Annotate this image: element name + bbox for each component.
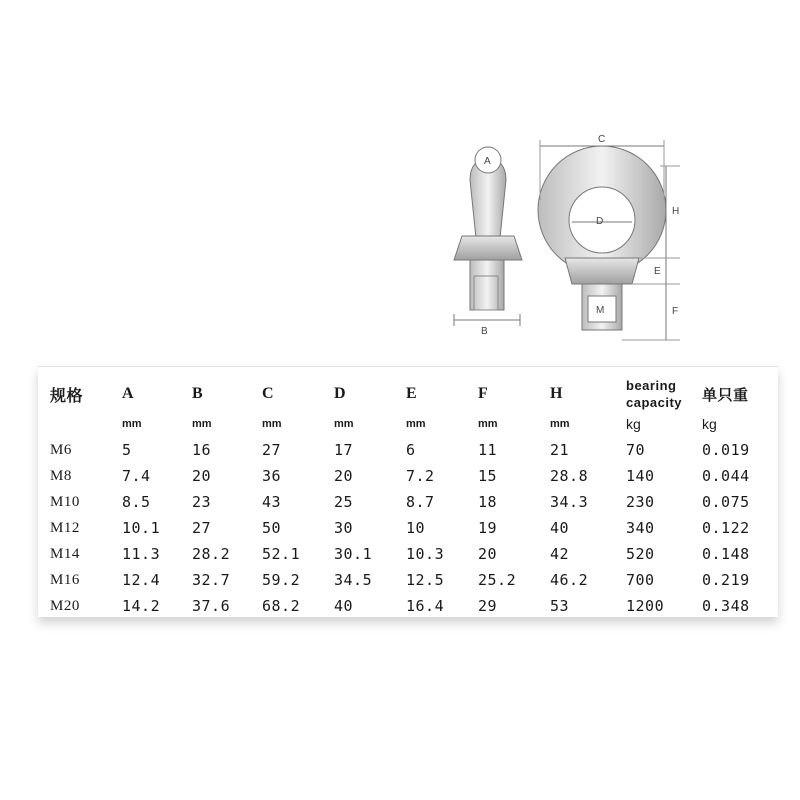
header-D: D	[334, 385, 347, 402]
cell-D: 30.1	[334, 545, 373, 563]
cell-bearing: 700	[626, 571, 655, 589]
cell-D: 20	[334, 467, 354, 485]
cell-weight: 0.019	[702, 441, 750, 459]
table-row	[50, 593, 772, 619]
cell-bearing: 140	[626, 467, 655, 485]
cell-weight: 0.122	[702, 519, 750, 537]
table-row	[50, 437, 772, 463]
cell-D: 25	[334, 493, 354, 511]
cell-H: 40	[550, 519, 570, 537]
header-A: A	[122, 385, 135, 402]
spec-table	[50, 377, 772, 619]
cell-H: 46.2	[550, 571, 589, 589]
cell-D: 30	[334, 519, 354, 537]
label-A: A	[484, 156, 491, 167]
header-F: F	[478, 385, 489, 402]
cell-F: 15	[478, 467, 498, 485]
cell-H: 21	[550, 441, 570, 459]
table-row	[50, 515, 772, 541]
label-F: F	[672, 306, 679, 317]
cell-B: 37.6	[192, 597, 231, 615]
table-body	[50, 437, 772, 619]
cell-spec: M14	[50, 545, 80, 562]
cell-E: 12.5	[406, 571, 445, 589]
cell-bearing: 70	[626, 441, 646, 459]
cell-C: 27	[262, 441, 282, 459]
unit-spec-empty	[50, 411, 122, 437]
label-B: B	[481, 326, 488, 337]
unit-A: mm	[122, 418, 142, 430]
cell-C: 68.2	[262, 597, 301, 615]
cell-spec: M8	[50, 467, 72, 484]
unit-weight: kg	[702, 416, 717, 432]
cell-D: 40	[334, 597, 354, 615]
spec-table-card	[38, 366, 778, 617]
unit-H: mm	[550, 418, 570, 430]
cell-spec: M6	[50, 441, 72, 458]
label-H: H	[672, 206, 680, 217]
cell-weight: 0.075	[702, 493, 750, 511]
unit-F: mm	[478, 418, 498, 430]
cell-weight: 0.148	[702, 545, 750, 563]
header-bearing-line1: bearing	[626, 378, 677, 393]
cell-spec: M16	[50, 571, 80, 588]
label-M: M	[596, 305, 605, 316]
cell-C: 36	[262, 467, 282, 485]
side-view	[454, 147, 522, 337]
cell-C: 52.1	[262, 545, 301, 563]
cell-F: 11	[478, 441, 498, 459]
cell-weight: 0.044	[702, 467, 750, 485]
cell-B: 23	[192, 493, 212, 511]
header-B: B	[192, 385, 204, 402]
cell-F: 18	[478, 493, 498, 511]
cell-E: 6	[406, 441, 416, 459]
cell-bearing: 230	[626, 493, 655, 511]
header-bearing-capacity	[626, 377, 702, 411]
cell-B: 20	[192, 467, 212, 485]
header-spec: 规格	[50, 387, 84, 405]
table-row	[50, 567, 772, 593]
unit-bearing: kg	[626, 416, 641, 432]
cell-weight: 0.219	[702, 571, 750, 589]
unit-B: mm	[192, 418, 212, 430]
cell-bearing: 1200	[626, 597, 665, 615]
unit-D: mm	[334, 418, 354, 430]
cell-D: 17	[334, 441, 354, 459]
header-H: H	[550, 385, 563, 402]
label-C: C	[598, 134, 606, 145]
cell-B: 27	[192, 519, 212, 537]
header-E: E	[406, 385, 418, 402]
cell-spec: M10	[50, 493, 80, 510]
unit-E: mm	[406, 418, 426, 430]
table-row	[50, 489, 772, 515]
cell-C: 50	[262, 519, 282, 537]
cell-spec: M12	[50, 519, 80, 536]
label-E: E	[654, 266, 661, 277]
cell-bearing: 520	[626, 545, 655, 563]
cell-A: 12.4	[122, 571, 161, 589]
cell-weight: 0.348	[702, 597, 750, 615]
cell-D: 34.5	[334, 571, 373, 589]
cell-B: 32.7	[192, 571, 231, 589]
cell-A: 14.2	[122, 597, 161, 615]
cell-A: 10.1	[122, 519, 161, 537]
header-unit-weight: 单只重	[702, 385, 749, 404]
cell-F: 20	[478, 545, 498, 563]
cell-A: 5	[122, 441, 132, 459]
eye-bolt-diagram	[0, 0, 800, 360]
cell-C: 59.2	[262, 571, 301, 589]
cell-A: 11.3	[122, 545, 161, 563]
label-D: D	[596, 216, 604, 227]
cell-H: 28.8	[550, 467, 589, 485]
cell-E: 8.7	[406, 493, 435, 511]
cell-E: 7.2	[406, 467, 435, 485]
cell-B: 16	[192, 441, 212, 459]
cell-spec: M20	[50, 597, 80, 614]
unit-C: mm	[262, 418, 282, 430]
cell-F: 29	[478, 597, 498, 615]
cell-E: 16.4	[406, 597, 445, 615]
front-view	[538, 134, 680, 340]
cell-A: 7.4	[122, 467, 151, 485]
cell-A: 8.5	[122, 493, 151, 511]
table-row	[50, 541, 772, 567]
table-row	[50, 463, 772, 489]
header-bearing-line2: capacity	[626, 395, 683, 410]
cell-B: 28.2	[192, 545, 231, 563]
cell-F: 25.2	[478, 571, 517, 589]
cell-bearing: 340	[626, 519, 655, 537]
cell-H: 34.3	[550, 493, 589, 511]
cell-C: 43	[262, 493, 282, 511]
table-header-row	[50, 377, 772, 411]
cell-E: 10.3	[406, 545, 445, 563]
cell-E: 10	[406, 519, 426, 537]
cell-F: 19	[478, 519, 498, 537]
header-C: C	[262, 385, 275, 402]
table-units-row	[50, 411, 772, 437]
cell-H: 42	[550, 545, 570, 563]
cell-H: 53	[550, 597, 570, 615]
